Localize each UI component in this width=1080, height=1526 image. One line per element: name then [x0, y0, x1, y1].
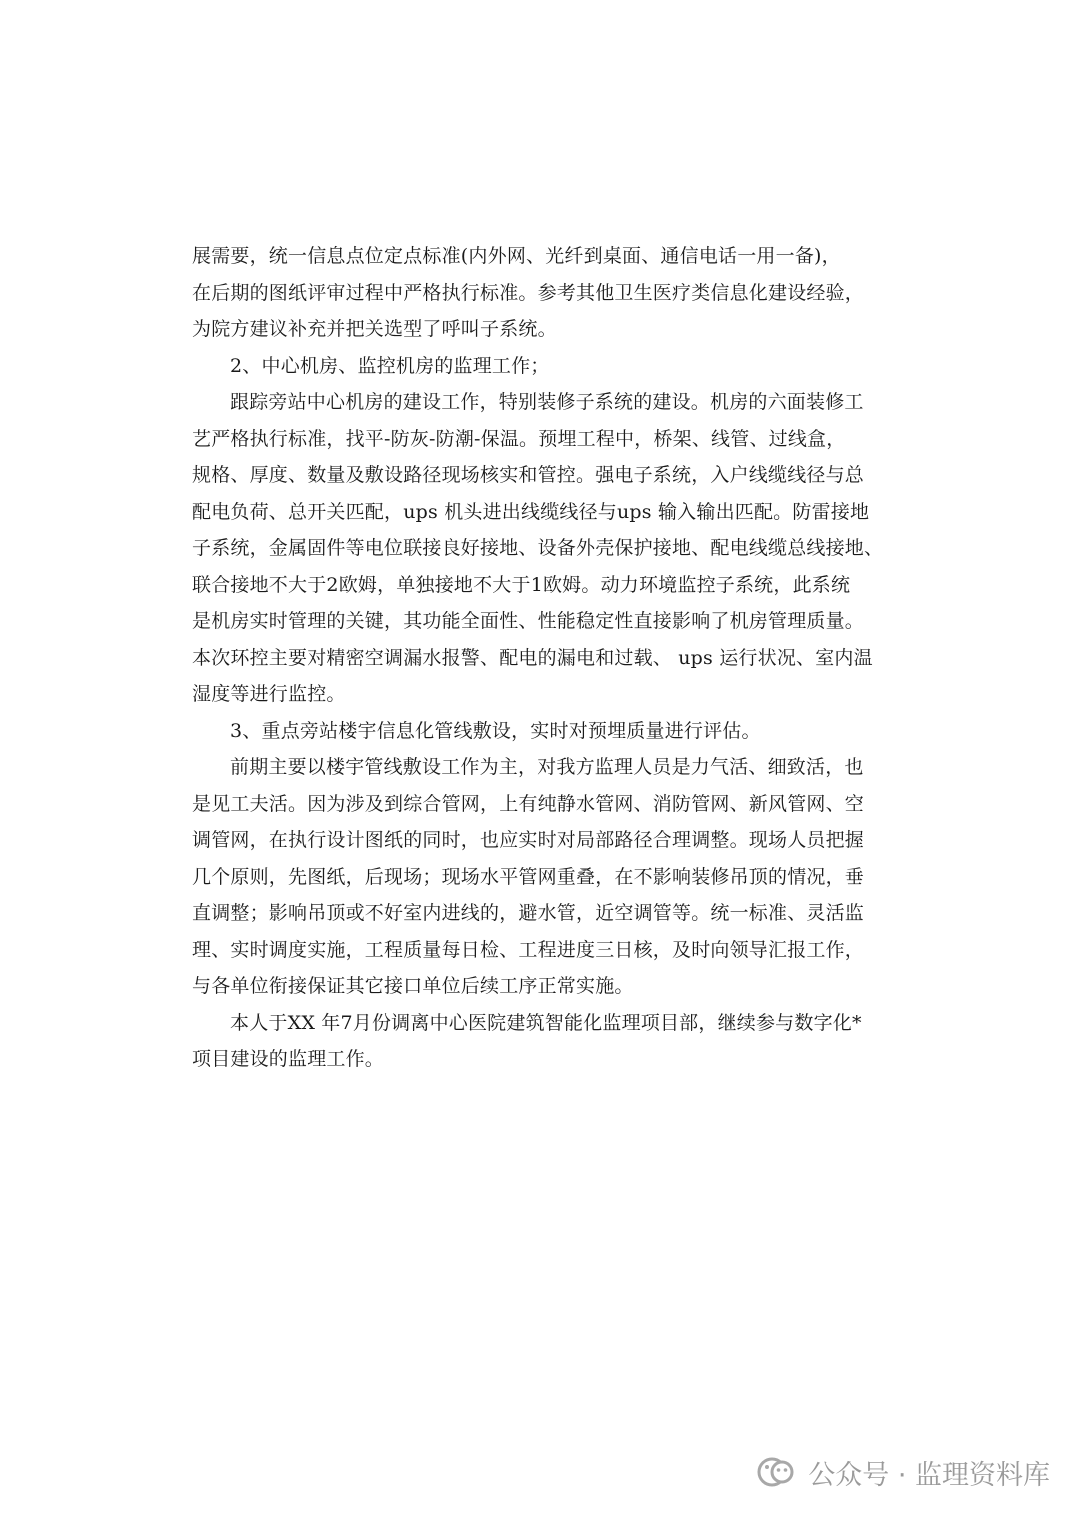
text-line: 本次环控主要对精密空调漏水报警、配电的漏电和过载、 ups 运行状况、室内温 [192, 646, 873, 669]
text-line: 跟踪旁站中心机房的建设工作，特别装修子系统的建设。机房的六面装修工 [230, 391, 864, 413]
text-line: 是见工夫活。因为涉及到综合管网，上有纯静水管网、消防管网、新风管网、空 [192, 792, 865, 815]
text-line: 为院方建议补充并把关选型了呼叫子系统。 [192, 318, 557, 340]
text-line: 艺严格执行标准，找平-防灰-防潮-保温。预埋工程中，桥架、线管、过线盒， [192, 427, 846, 450]
text-line: 配电负荷、总开关匹配，ups 机头进出线缆线径与ups 输入输出匹配。防雷接地 [192, 500, 870, 523]
section-heading-2: 2、中心机房、监控机房的监理工作； [230, 354, 550, 377]
text-line: 本人于XX 年7月份调离中心医院建筑智能化监理项目部，继续参与数字化* [230, 1011, 862, 1034]
text-line: 联合接地不大于2欧姆，单独接地不大于1欧姆。动力环境监控子系统，此系统 [192, 573, 851, 596]
text-line: 是机房实时管理的关键，其功能全面性、性能稳定性直接影响了机房管理质量。 [192, 610, 865, 632]
wechat-official-account-icon [756, 1454, 796, 1490]
text-line: 子系统，金属固件等电位联接良好接地、设备外壳保护接地、配电线缆总线接地、 [192, 537, 884, 559]
watermark [756, 1448, 1050, 1496]
text-line: 项目建设的监理工作。 [192, 1048, 385, 1070]
document-body [192, 238, 892, 1078]
text-line: 直调整；影响吊顶或不好室内进线的，避水管，近空调管等。统一标准、灵活监 [192, 902, 865, 924]
watermark-text: 公众号 · 监理资料库 [808, 1459, 1050, 1491]
text-line: 展需要，统一信息点位定点标准(内外网、光纤到桌面、通信电话一用一备)， [192, 245, 841, 267]
text-line: 与各单位衔接保证其它接口单位后续工序正常实施。 [192, 975, 634, 997]
section-heading-3: 3、重点旁站楼宇信息化管线敷设，实时对预埋质量进行评估。 [230, 719, 761, 742]
text-line: 几个原则，先图纸，后现场；现场水平管网重叠，在不影响装修吊顶的情况，垂 [192, 865, 865, 888]
text-line: 在后期的图纸评审过程中严格执行标准。参考其他卫生医疗类信息化建设经验， [192, 281, 865, 304]
text-line: 理、实时调度实施，工程质量每日检、工程进度三日核，及时向领导汇报工作， [192, 938, 865, 961]
text-line: 前期主要以楼宇管线敷设工作为主，对我方监理人员是力气活、细致活，也 [230, 756, 864, 778]
text-line: 湿度等进行监控。 [192, 683, 346, 705]
text-line: 规格、厚度、数量及敷设路径现场核实和管控。强电子系统，入户线缆线径与总 [192, 464, 865, 486]
text-line: 调管网，在执行设计图纸的同时，也应实时对局部路径合理调整。现场人员把握 [192, 829, 865, 851]
